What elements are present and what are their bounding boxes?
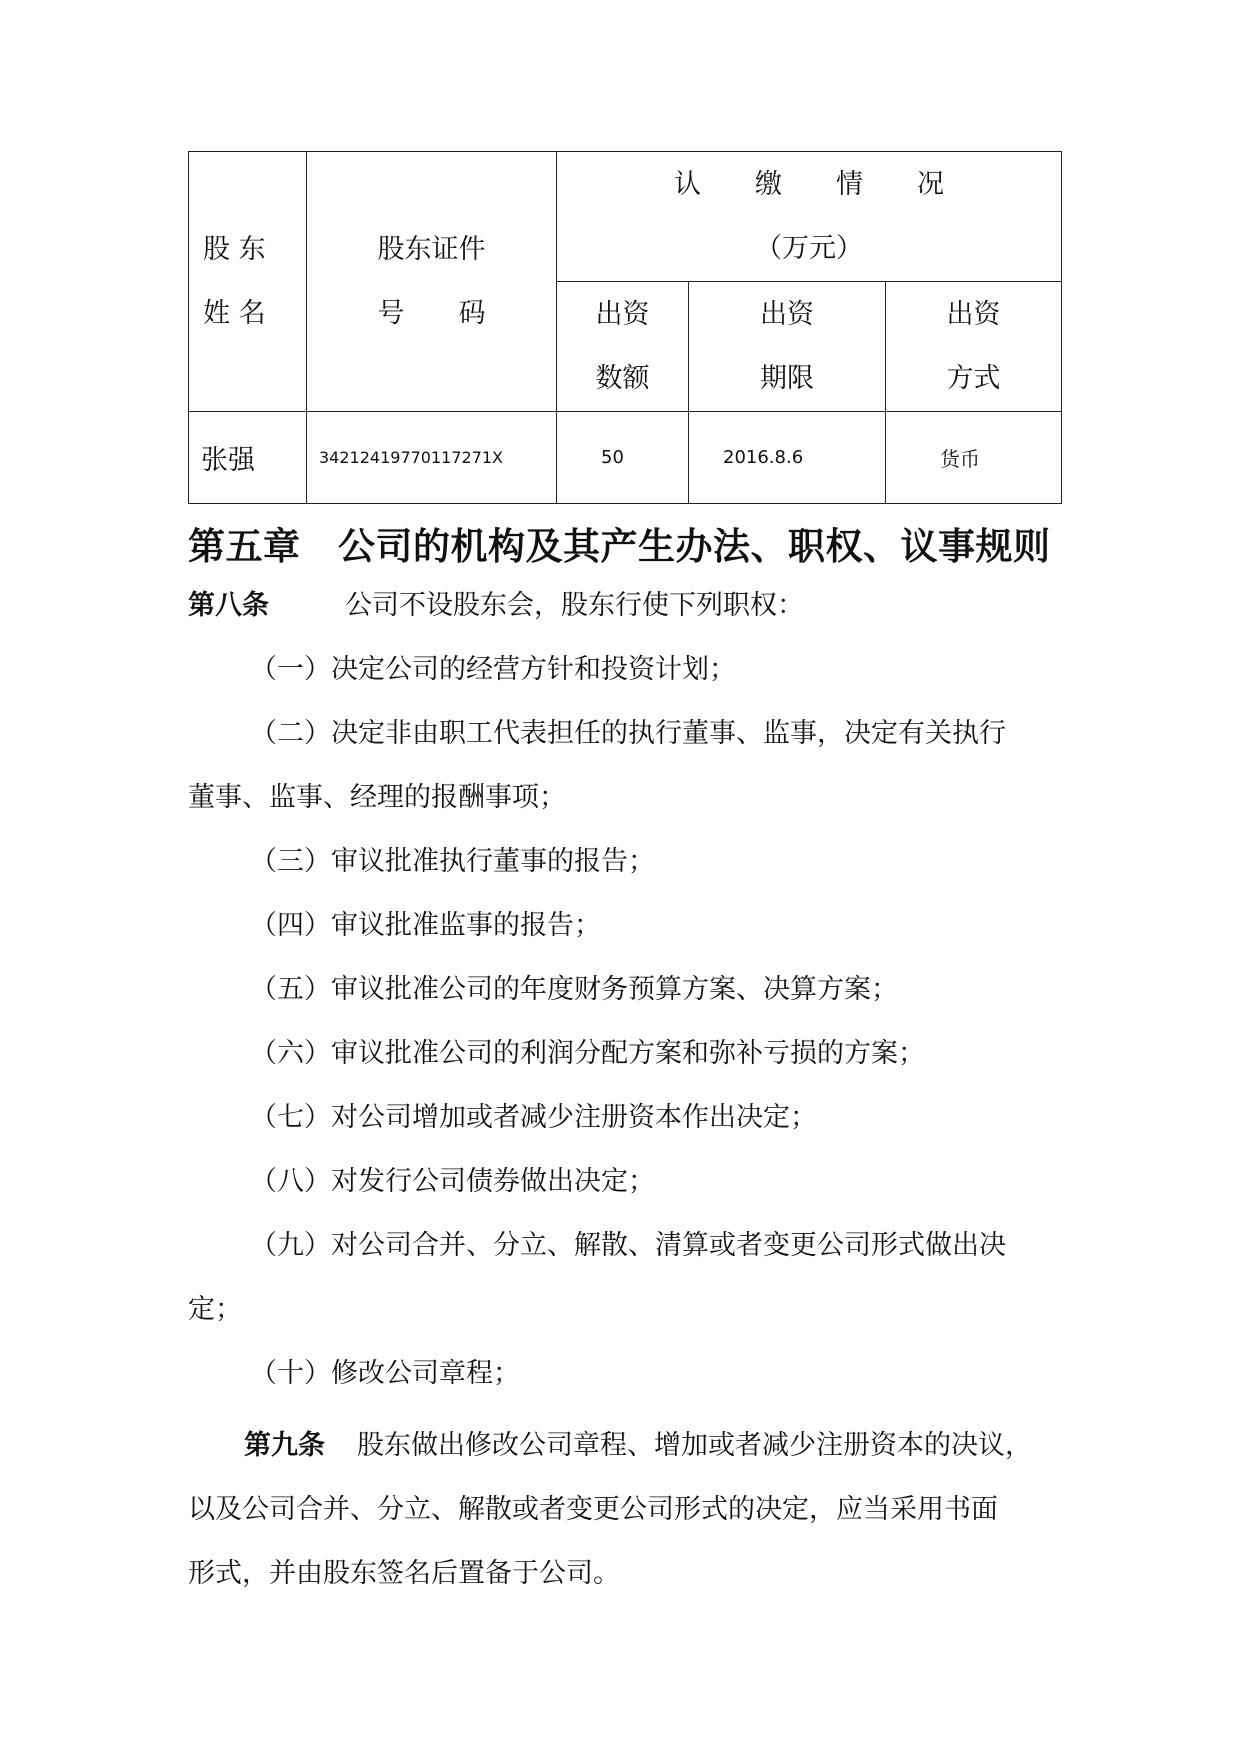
table-row — [189, 412, 1062, 504]
list-item-continued: 定； — [188, 1294, 242, 1325]
article-9-line-2: 以及公司合并、分立、解散或者变更公司形式的决定，应当采用书面 — [188, 1494, 998, 1525]
article-8-heading — [188, 574, 1058, 638]
article-8-text: 公司不设股东会，股东行使下列职权： — [345, 590, 804, 621]
list-item: （六）审议批准公司的利润分配方案和弥补亏损的方案； — [250, 1038, 925, 1069]
header-subscription: 认 缴 情 况 （万元） — [557, 152, 1062, 282]
article-9-line-1: 第九条 股东做出修改公司章程、增加或者减少注册资本的决议， — [244, 1430, 1032, 1461]
list-item: （八）对发行公司债券做出决定； — [250, 1166, 655, 1197]
header-contribution-method: 出资 方式 — [886, 282, 1062, 412]
article-8-label: 第八条 — [188, 590, 269, 621]
list-item: （二）决定非由职工代表担任的执行董事、监事，决定有关执行 — [250, 718, 1006, 749]
header-contribution-term: 出资 期限 — [689, 282, 886, 412]
list-item: （九）对公司合并、分立、解散、清算或者变更公司形式做出决 — [250, 1230, 1006, 1261]
list-item: （一）决定公司的经营方针和投资计划； — [250, 654, 736, 685]
header-contribution-amount: 出资 数额 — [557, 282, 689, 412]
cell-amount: 50 — [557, 412, 689, 504]
header-id-number: 股东证件 号 码 — [307, 152, 557, 412]
list-item: （五）审议批准公司的年度财务预算方案、决算方案； — [250, 974, 898, 1005]
list-item-continued: 董事、监事、经理的报酬事项； — [188, 782, 566, 813]
chapter-title: 第五章 公司的机构及其产生办法、职权、议事规则 — [188, 525, 1051, 568]
shareholder-table-container — [188, 151, 1061, 504]
list-item: （七）对公司增加或者减少注册资本作出决定； — [250, 1102, 817, 1133]
shareholder-table — [188, 151, 1062, 504]
cell-method: 货币 — [886, 412, 1062, 504]
list-item: （十）修改公司章程； — [250, 1358, 520, 1389]
header-shareholder-name: 股 东 姓 名 — [189, 152, 307, 412]
list-item: （三）审议批准执行董事的报告； — [250, 846, 655, 877]
cell-id-number: 34212419770117271X — [307, 412, 557, 504]
list-item: （四）审议批准监事的报告； — [250, 910, 601, 941]
cell-shareholder-name: 张强 — [189, 412, 307, 504]
cell-term: 2016.8.6 — [689, 412, 886, 504]
article-9-line-3: 形式，并由股东签名后置备于公司。 — [188, 1558, 620, 1589]
article-9-label: 第九条 — [244, 1430, 325, 1461]
